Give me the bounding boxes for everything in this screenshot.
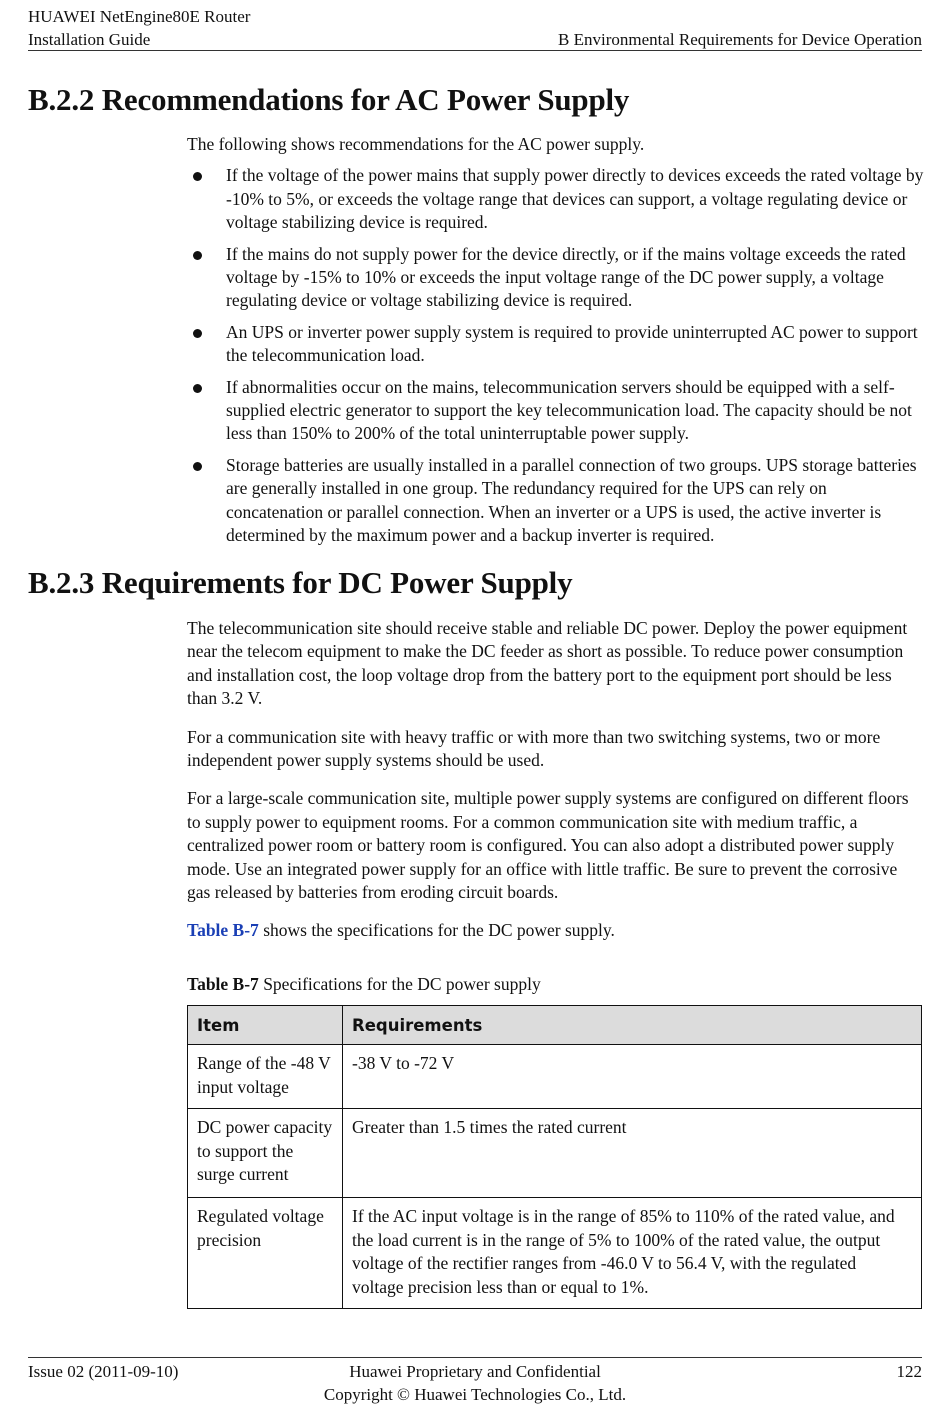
paragraph: For a large-scale communication site, multiple power supply systems are configured on different floors to supply power to equipment rooms. For a common communication site with medium traffic, a centralized power room or battery room is configured. You can also adopt a distributed power supply mode. Use an integrated power supply for an office with little traffic. Be sure to prevent the corrosive gas released by batteries from eroding circuit boards. <box>187 788 909 903</box>
table-caption <box>187 973 924 996</box>
table-row <box>188 1045 922 1109</box>
section-dc-body <box>187 617 924 943</box>
bullet-dot-icon <box>193 251 202 260</box>
header-chapter: B Environmental Requirements for Device Operation <box>558 30 922 49</box>
footer-divider <box>28 1357 922 1358</box>
bullet-item: Storage batteries are usually installed in a parallel connection of two groups. UPS storage batteries are generally installed in one group. The redundancy required for the UPS can rely on concatenation or parallel connection. When an inverter or a UPS is used, the active inverter is determined by the maximum power and a backup inverter is required. <box>187 454 924 548</box>
bullet-item: If abnormalities occur on the mains, telecommunication servers should be equipped with a self-supplied electric generator to support the key telecommunication load. The capacity should be not less than 150% to 200% of the total uninterruptable power supply. <box>187 376 924 446</box>
bullet-dot-icon <box>193 172 202 181</box>
table-reference: Table B-7 shows the specifications for the DC power supply. <box>187 920 615 941</box>
section-ac-intro: The following shows recommendations for the AC power supply. <box>187 134 645 154</box>
footer-copyright: Copyright © Huawei Technologies Co., Ltd. <box>323 1385 627 1404</box>
header-product: HUAWEI NetEngine80E Router <box>28 7 251 26</box>
cell-requirement: Greater than 1.5 times the rated current <box>343 1109 922 1198</box>
table-row <box>188 1198 922 1309</box>
cell-item: Regulated voltage precision <box>188 1198 343 1309</box>
page-header-left <box>28 5 250 51</box>
cell-item: Range of the -48 V input voltage <box>188 1045 343 1109</box>
header-doc-type: Installation Guide <box>28 30 151 49</box>
table-caption-label: Table B-7 <box>187 974 259 994</box>
table-row <box>188 1109 922 1198</box>
column-header-item: Item <box>188 1006 343 1045</box>
section-heading-ac: B.2.2 Recommendations for AC Power Supply <box>28 82 630 117</box>
bullet-item: If the voltage of the power mains that supply power directly to devices exceeds the rated voltage by -10% to 5%, or exceeds the voltage range that devices can support, a voltage regulating device or voltage stabilizing device is required. <box>187 164 924 234</box>
column-header-requirements: Requirements <box>343 1006 922 1045</box>
footer-confidential: Huawei Proprietary and Confidential <box>349 1362 601 1381</box>
paragraph: The telecommunication site should receive stable and reliable DC power. Deploy the power equipment near the telecom equipment to make the DC feeder as short as possible. To reduce power consumption and installation cost, the loop voltage drop from the battery port to the equipment port should be less than 3.2 V. <box>187 618 908 709</box>
bullet-item: An UPS or inverter power supply system is required to provide uninterrupted AC power to support the telecommunication load. <box>187 321 924 368</box>
header-divider <box>28 50 922 51</box>
cell-requirement: -38 V to -72 V <box>343 1045 922 1109</box>
bullet-dot-icon <box>193 329 202 338</box>
table-caption-text: Specifications for the DC power supply <box>258 974 541 994</box>
paragraph: For a communication site with heavy traffic or with more than two switching systems, two or more independent power supply systems should be used. <box>187 726 881 771</box>
spec-table <box>187 1005 922 1309</box>
table-header-row <box>188 1006 922 1045</box>
section-heading-dc: B.2.3 Requirements for DC Power Supply <box>28 565 573 600</box>
footer-issue: Issue 02 (2011-09-10) <box>28 1362 179 1381</box>
cell-item: DC power capacity to support the surge current <box>188 1109 343 1198</box>
bullet-dot-icon <box>193 462 202 471</box>
section-ac-body <box>187 133 924 548</box>
bullet-dot-icon <box>193 384 202 393</box>
table-b7-link[interactable]: Table B-7 <box>187 920 259 941</box>
bullet-item: If the mains do not supply power for the device directly, or if the mains voltage exceeds the rated voltage by -15% to 10% or exceeds the input voltage range of the DC power supply, a voltage regulating device or voltage stabilizing device is required. <box>187 243 924 313</box>
cell-requirement: If the AC input voltage is in the range of 85% to 110% of the rated value, and the load current is in the range of 5% to 100% of the rated value, the output voltage of the rectifier ranges from -46.0 V to 56.4 V, with the regulated voltage precision less than or equal to 1%. <box>343 1198 922 1309</box>
footer-center <box>0 1360 950 1406</box>
page-number: 122 <box>896 1362 922 1381</box>
